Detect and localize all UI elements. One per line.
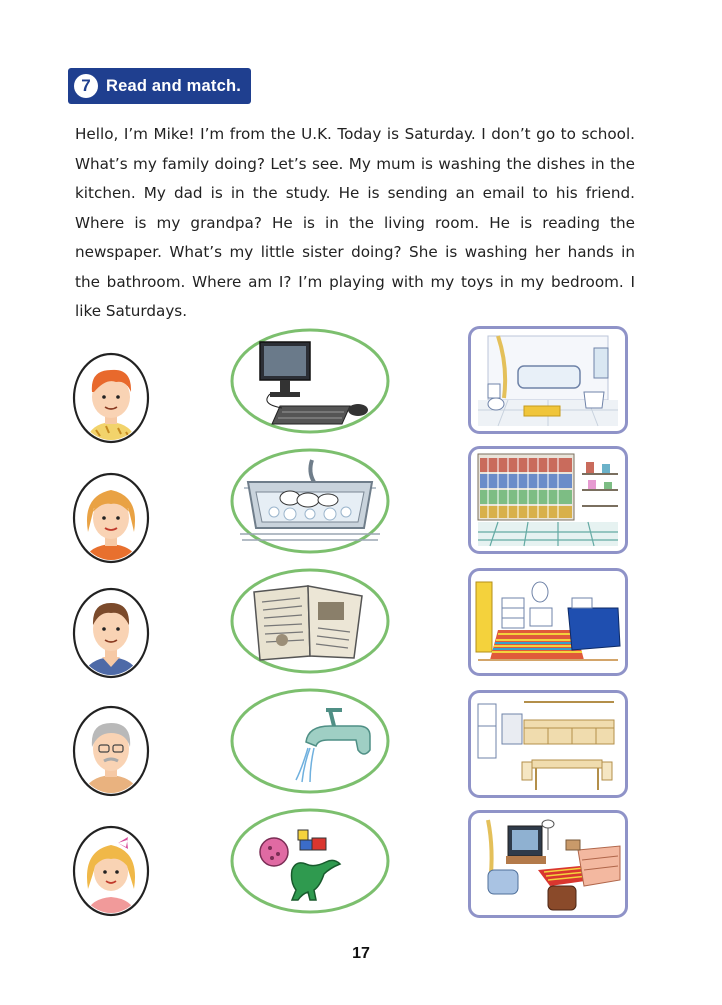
dad-face-icon[interactable]: [72, 587, 150, 679]
newspaper-icon[interactable]: [230, 568, 390, 674]
page-number: 17: [352, 945, 370, 962]
boy-face-icon[interactable]: [72, 352, 150, 444]
bedroom-icon[interactable]: [468, 568, 628, 676]
tap-washing-hands-icon[interactable]: [230, 688, 390, 794]
computer-icon[interactable]: [230, 328, 390, 434]
grandpa-face-icon[interactable]: [72, 705, 150, 797]
living-room-icon[interactable]: [468, 810, 628, 918]
study-icon[interactable]: [468, 446, 628, 554]
bathroom-icon[interactable]: [468, 326, 628, 434]
exercise-heading: [68, 68, 251, 104]
exercise-number: 7: [74, 74, 98, 98]
mum-face-icon[interactable]: [72, 472, 150, 564]
exercise-title: Read and match.: [106, 76, 242, 95]
reading-passage: Hello, I’m Mike! I’m from the U.K. Today is Saturday. I don’t go to school. What’s my family doing? Let’s see. My mum is washing the dishes in the kitchen. My dad is in the study. He is sending an email to his friend. Where is my grandpa? He is in the living room. He is reading the newspaper. What’s my little sister doing? She is washing her hands in the bathroom. Where am I? I’m playing with my toys in my bedroom. I like Saturdays.: [75, 125, 635, 320]
dishes-in-sink-icon[interactable]: [230, 448, 390, 554]
girl-face-icon[interactable]: [72, 825, 150, 917]
kitchen-icon[interactable]: [468, 690, 628, 798]
toys-icon[interactable]: [230, 808, 390, 914]
